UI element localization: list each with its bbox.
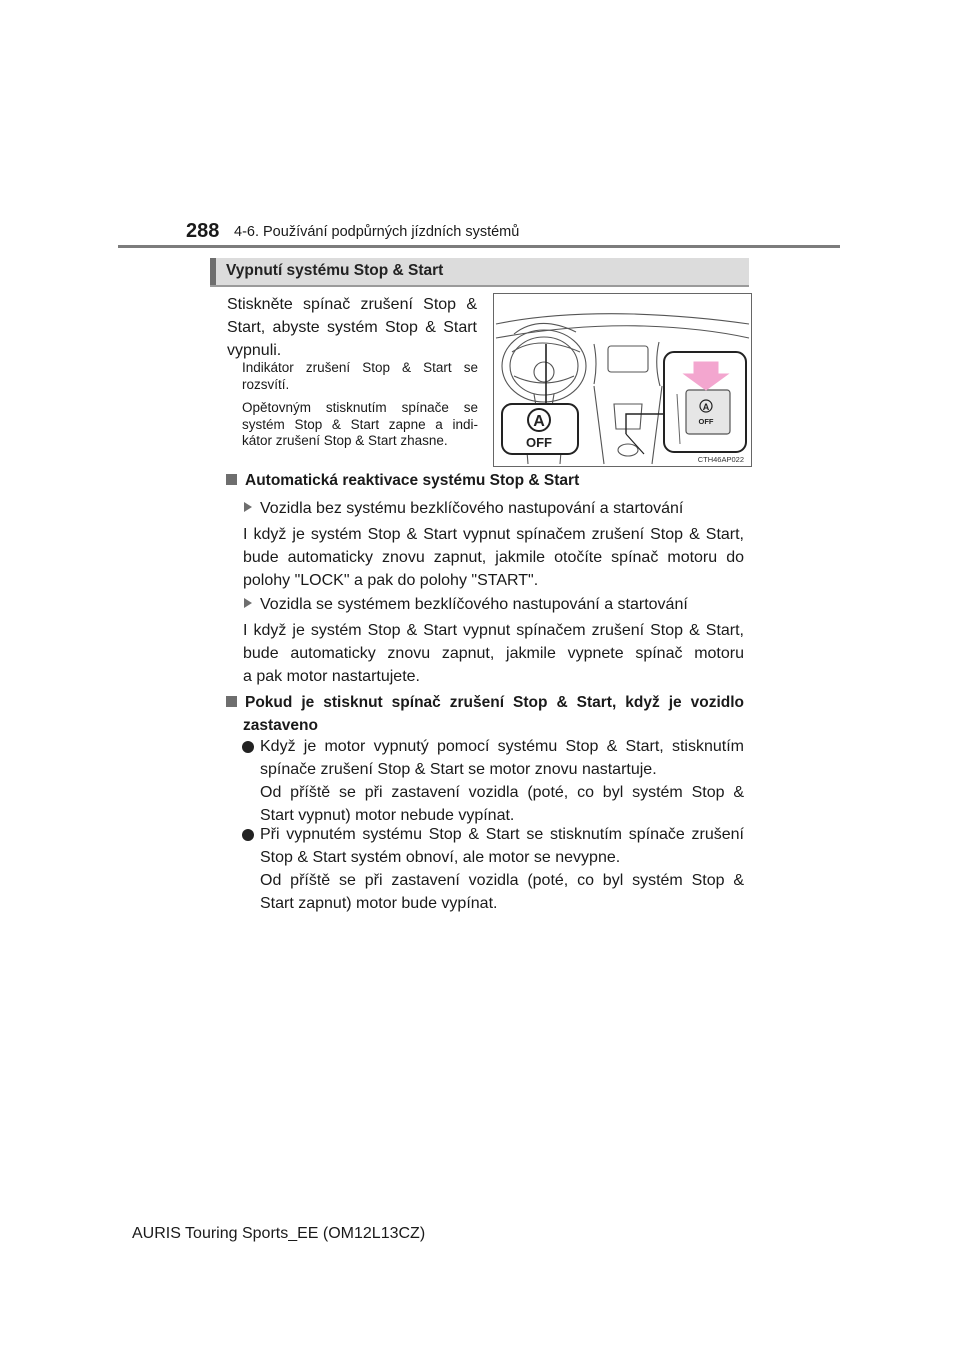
square-bullet-icon xyxy=(226,696,237,707)
section-accent xyxy=(210,258,216,285)
bullet-line: Start vypnut) motor nebude vypínat. xyxy=(260,807,515,824)
triangle-bullet-icon xyxy=(244,502,252,512)
callout-symbol: A xyxy=(533,413,545,430)
paragraph-line: polohy "LOCK" a pak do polohy "START". xyxy=(243,572,539,589)
bullet-line: Stop & Start systém obnoví, ale motor se nevypne. xyxy=(260,849,621,866)
bullet-line: Když je motor vypnutý pomocí systému Stop & Start, stisknutím xyxy=(260,738,744,755)
intro-line: Start, abyste systém Stop & Start xyxy=(227,319,477,336)
intro-paragraph xyxy=(227,293,477,362)
bullet-item-system-off xyxy=(260,823,744,915)
figure-code: CTH46AP022 xyxy=(697,455,744,464)
reactivation-heading xyxy=(226,472,579,490)
note-indicator-on xyxy=(242,360,478,393)
paragraph-line: a pak motor nastartujete. xyxy=(243,668,420,685)
note-line: systém Stop & Start zapne a indi- xyxy=(242,416,478,432)
bullet-line: Od příště se při zastavení vozidla (poté, co byl systém Stop & xyxy=(260,784,744,801)
paragraph-line: bude automaticky znovu zapnut, jakmile vypnete spínač motoru xyxy=(243,645,744,662)
paragraph-with-keyless xyxy=(243,619,744,688)
note-line: kátor zrušení Stop & Start zhasne. xyxy=(242,433,448,448)
subheading-with-keyless xyxy=(244,593,688,616)
page-number: 288 xyxy=(186,220,220,242)
section-title-bar xyxy=(210,258,749,287)
bullet-line: Od příště se při zastavení vozidla (poté, co byl systém Stop & xyxy=(260,872,744,889)
paragraph-line: bude automaticky znovu zapnut, jakmile otočíte spínač motoru do xyxy=(243,549,744,566)
square-bullet-icon xyxy=(226,474,237,485)
switch-symbol: A xyxy=(702,402,710,412)
bullet-line: spínače zrušení Stop & Start se motor znovu nastartuje. xyxy=(260,761,657,778)
stopped-heading-line xyxy=(226,691,744,714)
paragraph-without-keyless xyxy=(243,523,744,592)
round-bullet-icon xyxy=(242,829,254,841)
subheading-text: Vozidla bez systému bezklíčového nastupování a startování xyxy=(260,500,684,517)
paragraph-line: I když je systém Stop & Start vypnut spínačem zrušení Stop & Start, xyxy=(243,526,744,543)
callout-label: OFF xyxy=(526,435,552,450)
note-indicator-off xyxy=(242,400,478,450)
intro-line: Stiskněte spínač zrušení Stop & xyxy=(227,296,477,313)
round-bullet-icon xyxy=(242,741,254,753)
note-line: rozsvítí. xyxy=(242,376,290,392)
section-title: Vypnutí systému Stop & Start xyxy=(226,262,444,279)
bullet-line: Start zapnut) motor bude vypínat. xyxy=(260,895,498,912)
header-divider xyxy=(118,245,840,248)
switch-label: OFF xyxy=(698,417,714,426)
note-line: Indikátor zrušení Stop & Start se xyxy=(242,360,478,375)
stopped-heading-line: zastaveno xyxy=(243,717,318,734)
subheading-text: Vozidla se systémem bezklíčového nastupování a startování xyxy=(260,596,688,613)
triangle-bullet-icon xyxy=(244,598,252,608)
stopped-heading xyxy=(226,691,744,737)
footer-model-code: AURIS Touring Sports_EE (OM12L13CZ) xyxy=(132,1225,426,1242)
paragraph-line: I když je systém Stop & Start vypnut spínačem zrušení Stop & Start, xyxy=(243,622,744,639)
stopped-heading-text: Pokud je stisknut spínač zrušení Stop & Start, když je vozidlo xyxy=(245,694,744,711)
dashboard-drawing xyxy=(494,294,751,466)
chapter-title: 4-6. Používání podpůrných jízdních systémů xyxy=(234,224,520,240)
note-line: Opětovným stisknutím spínače se xyxy=(242,400,478,415)
intro-line: vypnuli. xyxy=(227,342,282,359)
subheading-without-keyless xyxy=(244,497,683,520)
dashboard-illustration xyxy=(493,293,752,467)
bullet-line: Při vypnutém systému Stop & Start se stisknutím spínače zrušení xyxy=(260,826,744,843)
bullet-item-engine-off xyxy=(260,735,744,827)
reactivation-heading-text: Automatická reaktivace systému Stop & Start xyxy=(245,472,580,489)
